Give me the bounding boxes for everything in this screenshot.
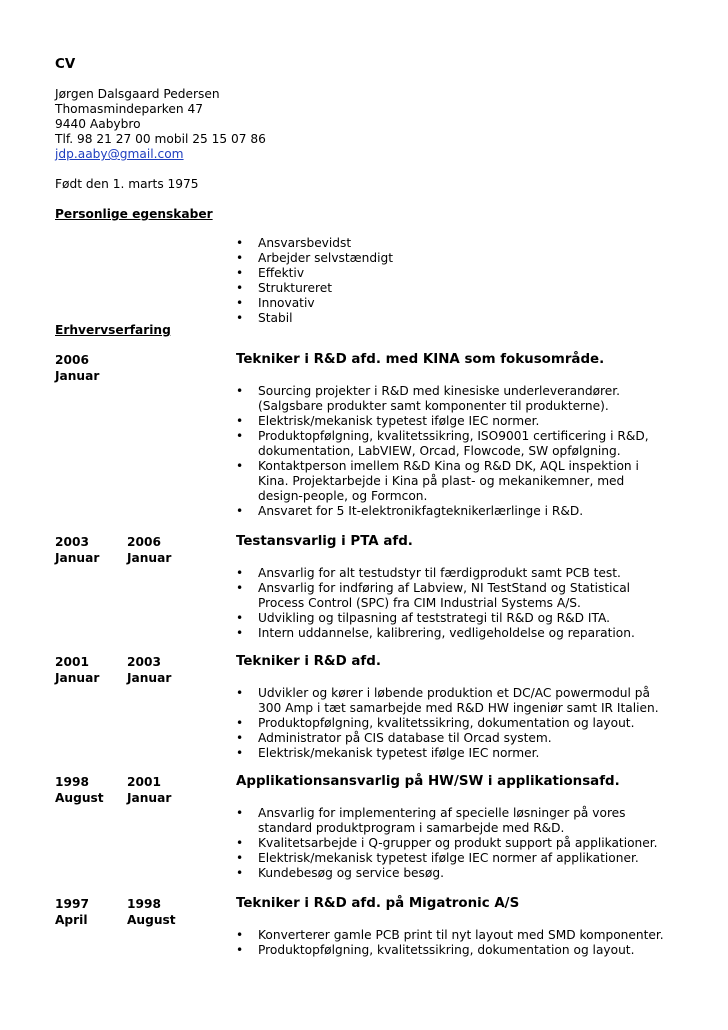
job-from-year: 2001 (55, 655, 89, 669)
bullet-text: design-people, og Formcon. (258, 489, 428, 503)
bullet-icon: • (236, 414, 244, 428)
job-bullets (236, 566, 635, 641)
job-to-year: 2003 (127, 655, 161, 669)
job-bullets (236, 928, 664, 958)
list-item (236, 236, 393, 251)
list-item (236, 384, 649, 414)
bullet-text: Kina. Projektarbejde i Kina på plast- og mekanikemner, med (258, 474, 625, 488)
job-from-year: 1997 (55, 897, 89, 911)
job-bullets (236, 686, 659, 761)
bullet-text: Ansvarsbevidst (258, 236, 352, 250)
list-item (236, 429, 649, 459)
bullet-text: (Salgsbare produkter samt komponenter til produkterne). (258, 399, 609, 413)
list-item (236, 566, 635, 581)
birth-date: Født den 1. marts 1975 (55, 177, 199, 191)
bullet-icon: • (236, 236, 244, 250)
traits-list (236, 236, 393, 326)
job-to-month: Januar (127, 791, 172, 805)
list-item (236, 414, 649, 429)
job-to-year: 2006 (127, 535, 161, 549)
list-item (236, 866, 658, 881)
bullet-text: Udvikling og tilpasning af teststrategi til R&D og R&D ITA. (258, 611, 610, 625)
job-to-month: August (127, 913, 176, 927)
job-to-month: Januar (127, 671, 172, 685)
bullet-text: Intern uddannelse, kalibrering, vedligeholdelse og reparation. (258, 626, 635, 640)
job-from-year: 2006 (55, 353, 89, 367)
list-item (236, 716, 659, 731)
cv-title: CV (55, 57, 76, 72)
bullet-icon: • (236, 626, 244, 640)
job-from-year: 2003 (55, 535, 89, 549)
experience-heading: Erhvervserfaring (55, 323, 171, 337)
job-from-month: Januar (55, 551, 100, 565)
bullet-text: Ansvarlig for alt testudstyr til færdigprodukt samt PCB test. (258, 566, 621, 580)
list-item (236, 251, 393, 266)
job-from-month: April (55, 913, 88, 927)
job-from-month: Januar (55, 671, 100, 685)
bullet-text: Elektrisk/mekanisk typetest ifølge IEC normer. (258, 746, 540, 760)
bullet-icon: • (236, 716, 244, 730)
job-to-month: Januar (127, 551, 172, 565)
bullet-icon: • (236, 429, 244, 443)
bullet-text: Sourcing projekter i R&D med kinesiske underleverandører. (258, 384, 621, 398)
bullet-text: 300 Amp i tæt samarbejde med R&D HW ingeniør samt IR Italien. (258, 701, 659, 715)
bullet-text: Ansvarlig for indføring af Labview, NI TestStand og Statistical (258, 581, 631, 595)
bullet-icon: • (236, 806, 244, 820)
bullet-text: Produktopfølgning, kvalitetssikring, ISO9001 certificering i R&D, (258, 429, 649, 443)
bullet-icon: • (236, 266, 244, 280)
list-item (236, 731, 659, 746)
bullet-icon: • (236, 251, 244, 265)
bullet-text: Elektrisk/mekanisk typetest ifølge IEC normer af applikationer. (258, 851, 639, 865)
bullet-text: Effektiv (258, 266, 305, 280)
bullet-text: Stabil (258, 311, 293, 325)
job-to-year: 2001 (127, 775, 161, 789)
job-title: Applikationsansvarlig på HW/SW i applikationsafd. (236, 774, 620, 789)
bullet-icon: • (236, 311, 244, 325)
list-item (236, 296, 393, 311)
bullet-icon: • (236, 928, 244, 942)
bullet-text: Produktopfølgning, kvalitetssikring, dokumentation og layout. (258, 716, 635, 730)
bullet-icon: • (236, 731, 244, 745)
bullet-icon: • (236, 459, 244, 473)
bullet-icon: • (236, 686, 244, 700)
job-title: Tekniker i R&D afd. med KINA som fokusområde. (236, 352, 605, 367)
bullet-icon: • (236, 943, 244, 957)
bullet-icon: • (236, 281, 244, 295)
personal-heading: Personlige egenskaber (55, 207, 213, 221)
bullet-text: Kvalitetsarbejde i Q-grupper og produkt support på applikationer. (258, 836, 658, 850)
job-from-month: Januar (55, 369, 100, 383)
bullet-icon: • (236, 746, 244, 760)
job-bullets (236, 384, 649, 519)
person-name: Jørgen Dalsgaard Pedersen (55, 87, 220, 101)
list-item (236, 943, 664, 958)
bullet-icon: • (236, 851, 244, 865)
street-address: Thomasmindeparken 47 (55, 102, 203, 116)
bullet-text: Konverterer gamle PCB print til nyt layout med SMD komponenter. (258, 928, 664, 942)
list-item (236, 504, 649, 519)
list-item (236, 746, 659, 761)
job-title: Tekniker i R&D afd. på Migatronic A/S (236, 896, 520, 911)
list-item (236, 626, 635, 641)
job-from-year: 1998 (55, 775, 89, 789)
job-to-year: 1998 (127, 897, 161, 911)
job-bullets (236, 806, 658, 881)
bullet-icon: • (236, 836, 244, 850)
list-item (236, 611, 635, 626)
list-item (236, 806, 658, 836)
bullet-icon: • (236, 581, 244, 595)
bullet-icon: • (236, 296, 244, 310)
bullet-text: Ansvarlig for implementering af specielle løsninger på vores (258, 806, 626, 820)
job-title: Tekniker i R&D afd. (236, 654, 381, 669)
bullet-icon: • (236, 866, 244, 880)
list-item (236, 686, 659, 716)
bullet-text: Produktopfølgning, kvalitetssikring, dokumentation og layout. (258, 943, 635, 957)
list-item (236, 851, 658, 866)
bullet-text: standard produktprogram i samarbejde med R&D. (258, 821, 565, 835)
list-item (236, 281, 393, 296)
bullet-text: Administrator på CIS database til Orcad system. (258, 731, 552, 745)
bullet-text: Kundebesøg og service besøg. (258, 866, 444, 880)
bullet-icon: • (236, 611, 244, 625)
bullet-text: Arbejder selvstændigt (258, 251, 393, 265)
bullet-text: Innovativ (258, 296, 315, 310)
list-item (236, 311, 393, 326)
list-item (236, 266, 393, 281)
email-link[interactable]: jdp.aaby@gmail.com (55, 147, 184, 161)
list-item (236, 459, 649, 504)
bullet-text: dokumentation, LabVIEW, Orcad, Flowcode, SW opfølgning. (258, 444, 621, 458)
bullet-text: Kontaktperson imellem R&D Kina og R&D DK, AQL inspektion i (258, 459, 639, 473)
postal-city: 9440 Aabybro (55, 117, 141, 131)
bullet-text: Ansvaret for 5 It-elektronikfagteknikerlærlinge i R&D. (258, 504, 584, 518)
bullet-icon: • (236, 504, 244, 518)
bullet-text: Struktureret (258, 281, 333, 295)
phone-numbers: Tlf. 98 21 27 00 mobil 25 15 07 86 (55, 132, 266, 146)
job-from-month: August (55, 791, 104, 805)
list-item (236, 928, 664, 943)
list-item (236, 836, 658, 851)
bullet-text: Process Control (SPC) fra CIM Industrial Systems A/S. (258, 596, 581, 610)
bullet-icon: • (236, 384, 244, 398)
bullet-text: Udvikler og kører i løbende produktion et DC/AC powermodul på (258, 686, 650, 700)
list-item (236, 581, 635, 611)
bullet-icon: • (236, 566, 244, 580)
bullet-text: Elektrisk/mekanisk typetest ifølge IEC normer. (258, 414, 540, 428)
job-title: Testansvarlig i PTA afd. (236, 534, 413, 549)
